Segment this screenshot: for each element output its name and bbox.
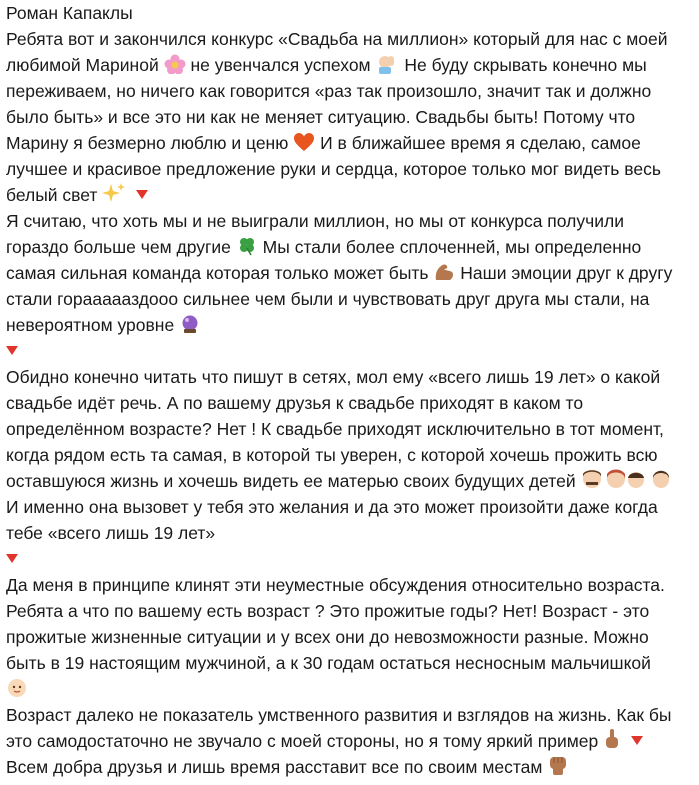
post-text: это самодостаточно не звучало с моей стороны, но я тому яркий пример: [6, 731, 599, 751]
red-triangle-icon: [631, 736, 643, 745]
post-line-19: И именно она вызовет у тебя это желания и да это может произойти даже когда: [6, 497, 658, 517]
post-line-11: стали гораааааздооо сильнее чем были и чувствовать друг друга мы стали, на: [6, 289, 650, 309]
post-text: самая сильная команда которая только может быть: [6, 263, 429, 283]
post-text: невероятном уровне: [6, 315, 175, 335]
post-line-8: Я считаю, что хоть мы и не выиграли миллион, но мы от конкурса получили: [6, 211, 624, 231]
post-line-22: Да меня в принципе клинят эти неуместные обсуждения относительно возраста.: [6, 575, 665, 595]
post-line-14: Обидно конечно читать что пишут в сетях, мол ему «всего лишь 19 лет» о какой: [6, 367, 661, 387]
post-line-6: лучшее и красивое предложение руки и сердца, которое только мог видеть весь: [6, 159, 661, 179]
post-line-20: тебе «всего лишь 19 лет»: [6, 523, 216, 543]
post-author: Роман Капаклы: [6, 3, 133, 23]
post-text: оставшуюся жизнь и хочешь видеть ее матерью своих будущих детей: [6, 471, 576, 491]
post-line-28: [6, 728, 643, 757]
post-text: белый свет: [6, 185, 98, 205]
post-text: Марину я безмерно люблю и ценю: [6, 133, 289, 153]
post-line-18: [6, 468, 677, 497]
heart-icon: [293, 132, 315, 159]
post-line-23: Ребята а что по вашему есть возраст ? Это прожитые годы? Нет! Возраст - это: [6, 601, 650, 621]
post-line-10: [6, 260, 672, 289]
post-text: не увенчался успехом: [190, 55, 371, 75]
post-line-21: [6, 546, 18, 572]
post-line-1: Ребята вот и закончился конкурс «Свадьба на миллион» который для нас с моей: [6, 29, 668, 49]
post-line-3: переживаем, но ничего как говорится «раз так произошло, значит так и должно: [6, 81, 652, 101]
post-text: Наши эмоции друг к другу: [460, 263, 673, 283]
flower-icon: [164, 54, 186, 81]
post-line-13: [6, 338, 18, 364]
post-line-16: определённом возрасте? Нет ! К свадьбе приходят исключительно в тот момент,: [6, 419, 664, 439]
post-line-27: Возраст далеко не показатель умственного развития и взглядов на жизнь. Как бы: [6, 705, 672, 725]
post-line-9: [6, 234, 641, 263]
red-triangle-icon: [136, 190, 148, 199]
clover-icon: [236, 236, 258, 263]
post-line-26: [6, 676, 28, 705]
post-line-15: свадьбе идёт речь. А по вашему друзья к свадьбе приходят в каком то: [6, 393, 584, 413]
post-line-24: прожитые жизненные ситуации и у всех они до невозможности разные. Можно: [6, 627, 649, 647]
post-line-17: когда рядом есть та самая, в которой ты уверен, с которой хочешь прожить всю: [6, 445, 658, 465]
family-icon: [581, 468, 677, 497]
sparkles-icon: [102, 182, 126, 211]
post-text: любимой Мариной: [6, 55, 159, 75]
post-line-4: было быть» и все это ни как не меняет ситуацию. Свадьбы быть! Потому что: [6, 107, 636, 127]
post-line-29: [6, 754, 569, 783]
post-line-25: быть в 19 настоящим мужчиной, а к 30 годам остаться несносным мальчишкой: [6, 653, 651, 673]
post-text: Не буду скрывать конечно мы: [404, 55, 647, 75]
post-line-12: [6, 312, 201, 341]
post-line-5: [6, 130, 641, 159]
post-line-7: [6, 182, 148, 211]
flexed-biceps-icon: [433, 262, 455, 289]
red-triangle-icon: [6, 554, 18, 563]
red-triangle-icon: [6, 346, 18, 355]
raised-fist-icon: [547, 754, 569, 783]
baby-icon: [6, 678, 28, 705]
crystal-ball-icon: [179, 314, 201, 341]
post-text: Мы стали более сплоченней, мы определенно: [262, 237, 642, 257]
facepalm-icon: [375, 54, 399, 81]
post-text: гораздо больше чем другие: [6, 237, 231, 257]
pointing-up-icon: [603, 728, 621, 757]
post-line-2: [6, 52, 647, 81]
post-text: Всем добра друзья и лишь время расставит все по своим местам: [6, 757, 543, 777]
post-text: И в ближайшее время я сделаю, самое: [320, 133, 641, 153]
